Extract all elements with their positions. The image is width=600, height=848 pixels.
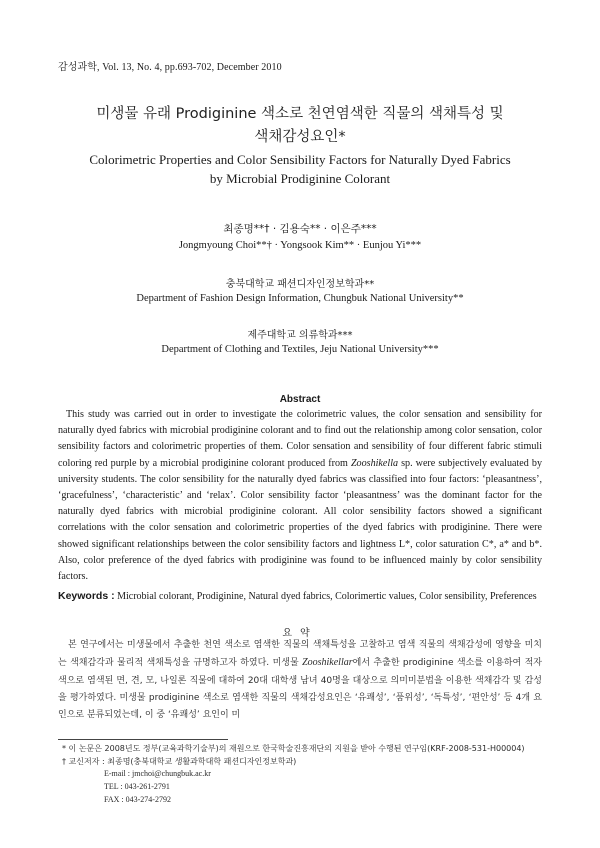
title-korean-line-2: 색채감성요인* — [254, 129, 346, 145]
authors-korean: 최종명**† · 김용숙** · 이은주*** — [223, 223, 377, 235]
title-korean-line-1: 미생물 유래 Prodiginine 색소로 천연염색한 직물의 색채특성 및 — [96, 106, 504, 122]
affiliation-2-korean: 제주대학교 의류학과*** — [247, 330, 353, 341]
summary-text-1: 본 연구에서는 미생물에서 추출한 천연 색소로 염색한 직물의 색채특성을 고찰하고 염색 직물의 색채감성에 영향을 미치는 색채감각과 물리적 색채특성을 규명하고자 하였다. 미생물 — [58, 640, 542, 669]
abstract-species-name: Zooshikella — [350, 457, 399, 469]
journal-citation: 감성과학, Vol. 13, No. 4, pp.693-702, December 2010 — [58, 62, 282, 73]
keywords-label: Keywords : — [58, 590, 115, 602]
footnote-email: E-mail : jmchoi@chungbuk.ac.kr — [104, 769, 211, 778]
footnote-fax: FAX : 043-274-2792 — [104, 795, 171, 804]
abstract-heading: Abstract — [279, 394, 321, 405]
affiliation-1-korean: 충북대학교 패션디자인정보학과** — [225, 279, 375, 290]
footnote-divider — [58, 739, 228, 740]
keywords-list: Microbial colorant, Prodiginine, Natural dyed fabrics, Colorimertic values, Color sensibility, Preferences — [117, 591, 537, 602]
footnote-tel: TEL : 043-261-2791 — [104, 782, 170, 791]
summary-text-2: 에서 추출한 prodiginine 색소를 이용하여 적자색으로 염색된 면, 견, 모, 나일론 직물에 대하여 20대 대학생 남녀 40명을 대상으로 의미미분법을 이용한 색채감각 및 감성을 평가하였다. 미생물 prodiginine 색소로 염색한 직물의 색채감성요인은 ‘유쾌성’, ‘품위성’, ‘독특성’, ‘편안성’ 등 4개 요인으로 분류되었는데, 이 중 ‘유쾌성’ 요인이 미 — [58, 658, 542, 721]
footnote-funding: * 이 논문은 2008년도 정부(교육과학기술부)의 재원으로 한국학술진흥재단의 지원을 받아 수행된 연구임(KRF-2008-531-H00004) — [62, 744, 525, 753]
title-english-line-1: Colorimetric Properties and Color Sensibility Factors for Naturally Dyed Fabrics — [89, 152, 511, 167]
affiliation-1-english: Department of Fashion Design Information, Chungbuk National University** — [136, 293, 464, 304]
abstract-body — [58, 407, 542, 585]
footnote-corresponding-author: † 교신저자 : 최종명(충북대학교 생활과학대학 패션디자인정보학과) — [62, 757, 297, 766]
authors-english: Jongmyoung Choi**† · Yongsook Kim** · Eunjou Yi*** — [178, 240, 422, 251]
summary-species-name: Zooshikellar — [302, 657, 353, 669]
summary-heading: 요약 — [282, 628, 318, 639]
abstract-text-2: sp. were subjectively evaluated by university students. The color sensibility for the naturally dyed fabrics was classified into four factors: ‘pleasantness’, ‘gracefulness’, ‘characteristic’ and ‘relax’. Color sensibility factor ‘pleasantness’ was the dominant factor for the naturally dyed fabrics with microbial prodiginine colorant. All color sensibility factors showed a significant correlations with the color sensation and colorimetric properties of the dyed fabrics with prodiginine. There were showed significant relationships between the color sensibility factors and lightness L*, color saturation C*, a* and b*. Also, color preference of the dyed fabrics with prodiginine was found to be influenced mainly by color sensibility factors. — [58, 457, 542, 583]
summary-body — [58, 637, 542, 724]
title-english-line-2: by Microbial Prodiginine Colorant — [209, 171, 391, 186]
abstract-text-1: This study was carried out in order to investigate the colorimetric values, the color sensation and sensibility for naturally dyed fabrics with microbial prodiginine colorant and to find out the relationship among color sensation, color sensibility factors and colorimetric properties of them. Color sensation and sensibility of four different fabric stimuli coloring red purple by a microbial prodiginine colorant produced from — [58, 409, 542, 469]
affiliation-2-english: Department of Clothing and Textiles, Jeju National University*** — [161, 344, 439, 355]
keywords — [58, 590, 542, 602]
